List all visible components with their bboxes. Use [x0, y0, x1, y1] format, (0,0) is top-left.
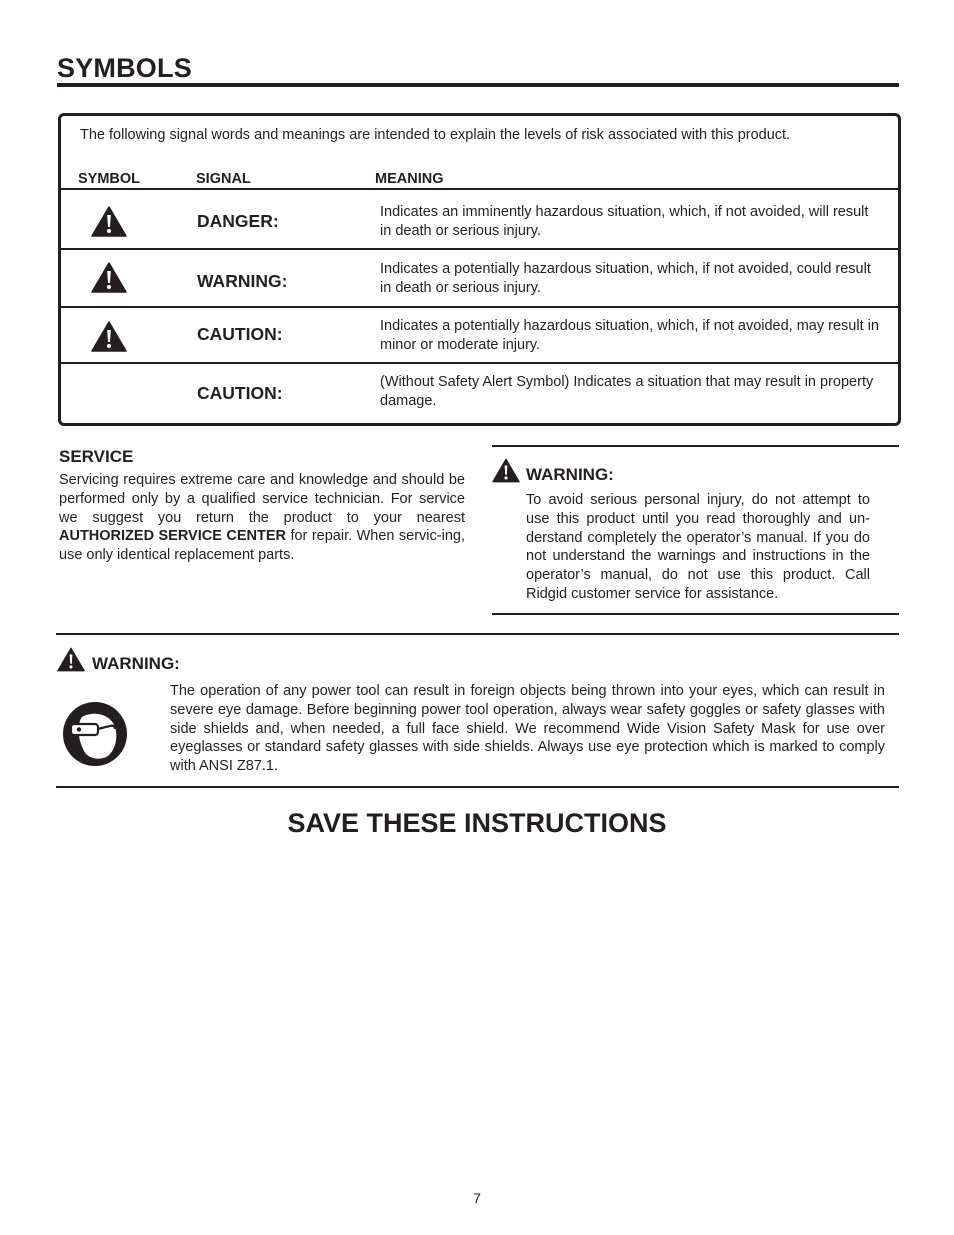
symbols-intro: The following signal words and meanings are intended to explain the levels of risk associated with this product. [80, 127, 791, 143]
safety-alert-triangle-icon [91, 321, 127, 352]
service-warning-text: To avoid serious personal injury, do not attempt to use this product until you read thoroughly and un-derstand completely the operator’s manual. If you do not understand the warnings and instructions in the operator’s manual, do not use this product. Call Ridgid customer service for assistance. [526, 492, 870, 602]
signal-word: CAUTION: [197, 324, 283, 344]
signal-word: CAUTION: [197, 383, 283, 403]
column-header-meaning: MEANING [375, 171, 444, 187]
authorized-service-center-emphasis: AUTHORIZED SERVICE CENTER [59, 528, 286, 545]
eye-protection-warning [56, 633, 899, 788]
page-title: SYMBOLS [57, 53, 192, 83]
service-warning-box [492, 445, 899, 615]
signal-meaning: Indicates a potentially hazardous situation, which, if not avoided, may result in minor or moderate injury. [380, 318, 879, 353]
service-paragraph [59, 471, 465, 565]
signal-meaning: Indicates a potentially hazardous situation, which, if not avoided, could result in death or serious injury. [380, 261, 871, 296]
safety-alert-triangle-icon [57, 647, 85, 672]
warning-label: WARNING: [92, 654, 180, 673]
title-rule [57, 83, 899, 87]
signal-word: WARNING: [197, 271, 288, 291]
table-row [61, 188, 898, 248]
service-heading: SERVICE [59, 447, 134, 466]
safety-alert-triangle-icon [91, 206, 127, 237]
table-row [61, 248, 898, 306]
warning-label: WARNING: [526, 465, 614, 484]
signal-meaning: Indicates an imminently hazardous situation, which, if not avoided, will result in death or serious injury. [380, 204, 869, 239]
service-text-after: for repair. When servic-ing, use only identical replacement parts. [59, 528, 465, 564]
table-row [61, 362, 898, 425]
column-header-signal: SIGNAL [196, 171, 251, 187]
symbols-table [58, 113, 901, 426]
signal-meaning: (Without Safety Alert Symbol) Indicates a situation that may result in property damage. [380, 374, 874, 409]
signal-word: DANGER: [197, 211, 279, 231]
eye-protection-text: The operation of any power tool can result in foreign objects being thrown into your eyes, which can result in severe eye damage. Before beginning power tool operation, always wear safety goggles or safety glasses with side shields and, when needed, a full face shield. We recommend Wide Vision Safety Mask for use over eyeglasses or standard safety glasses with side shields. Always use eye protection which is marked to comply with ANSI Z87.1. [170, 683, 885, 775]
service-text-before: Servicing requires extreme care and knowledge and should be performed only by a qualified service technician. For service we suggest you return the product to your nearest [59, 472, 465, 526]
table-row [61, 306, 898, 363]
page-number: 7 [473, 1190, 481, 1206]
safety-goggles-icon [62, 701, 128, 772]
column-header-symbol: SYMBOL [78, 171, 141, 187]
safety-alert-triangle-icon [91, 262, 127, 293]
save-instructions-heading: SAVE THESE INSTRUCTIONS [287, 808, 667, 838]
safety-alert-triangle-icon [492, 458, 520, 483]
